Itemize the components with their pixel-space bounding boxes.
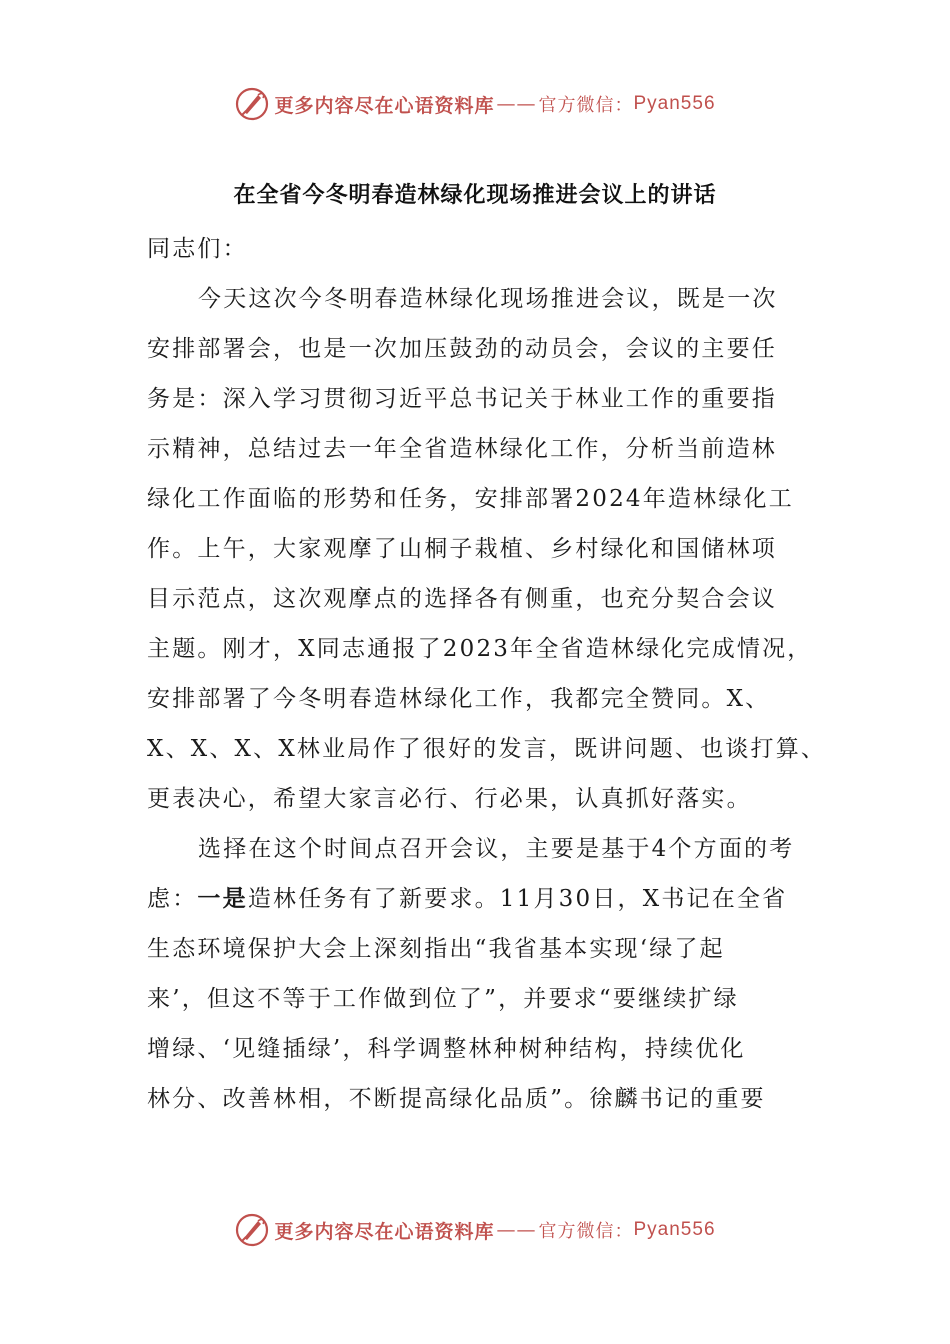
watermark-wechat-label: 官方微信： bbox=[538, 95, 634, 116]
header-watermark bbox=[0, 82, 950, 126]
watermark-wechat-id: Pyan556 bbox=[633, 1219, 716, 1240]
paragraph-line: 绿化工作面临的形势和任务，安排部署2024年造林绿化工 bbox=[147, 486, 794, 512]
paragraph-line: 主题。刚才，X同志通报了2023年全省造林绿化完成情况， bbox=[147, 636, 813, 662]
watermark-wechat-label: 官方微信： bbox=[538, 1221, 634, 1242]
paragraph-line: 安排部署会，也是一次加压鼓劲的动员会，会议的主要任 bbox=[147, 336, 777, 362]
paragraph-line: 务是：深入学习贯彻习近平总书记关于林业工作的重要指 bbox=[147, 386, 777, 412]
watermark-separator: —— bbox=[496, 1219, 537, 1241]
paragraph-line: 目示范点，这次观摩点的选择各有侧重，也充分契合会议 bbox=[147, 586, 777, 612]
paragraph-line: X、X、X、X林业局作了很好的发言，既讲问题、也谈打算、 bbox=[147, 736, 827, 762]
point-one-label: 一是 bbox=[197, 885, 248, 912]
watermark-wechat-id: Pyan556 bbox=[633, 93, 716, 114]
paragraph-line: 增绿、‘见缝插绿’，科学调整林种树种结构，持续优化 bbox=[147, 1036, 746, 1062]
watermark-separator: —— bbox=[496, 93, 537, 115]
paragraph-line: 作。上午，大家观摩了山桐子栽植、乡村绿化和国储林项 bbox=[147, 536, 777, 562]
document-title: 在全省今冬明春造林绿化现场推进会议上的讲话 bbox=[233, 183, 717, 208]
paragraph-line: 示精神，总结过去一年全省造林绿化工作，分析当前造林 bbox=[147, 436, 777, 462]
quill-logo-icon bbox=[234, 86, 270, 122]
paragraph-2 bbox=[147, 824, 812, 1124]
watermark-brand: 更多内容尽在心语资料库 bbox=[274, 94, 495, 117]
watermark-brand: 更多内容尽在心语资料库 bbox=[274, 1220, 495, 1243]
salutation: 同志们： bbox=[147, 236, 248, 262]
document-body bbox=[147, 224, 827, 1124]
paragraph-1 bbox=[147, 274, 827, 824]
paragraph-line: 安排部署了今冬明春造林绿化工作，我都完全赞同。X、 bbox=[147, 686, 771, 712]
line-prefix: 虑： bbox=[147, 886, 198, 912]
quill-logo-icon bbox=[234, 1212, 270, 1248]
paragraph-line: 今天这次今冬明春造林绿化现场推进会议，既是一次 bbox=[198, 286, 778, 312]
footer-watermark bbox=[0, 1208, 950, 1252]
paragraph-line bbox=[147, 874, 812, 924]
paragraph-line: 生态环境保护大会上深刻指出“我省基本实现‘绿了起 bbox=[147, 936, 725, 962]
paragraph-line: 选择在这个时间点召开会议，主要是基于4个方面的考 bbox=[198, 836, 795, 862]
line-rest: 造林任务有了新要求。11月30日，X书记在全省 bbox=[247, 886, 788, 912]
paragraph-line: 来’，但这不等于工作做到位了”，并要求“要继续扩绿 bbox=[147, 986, 739, 1012]
paragraph-line: 更表决心，希望大家言必行、行必果，认真抓好落实。 bbox=[147, 786, 752, 812]
paragraph-line: 林分、改善林相，不断提高绿化品质”。徐麟书记的重要 bbox=[147, 1086, 766, 1112]
